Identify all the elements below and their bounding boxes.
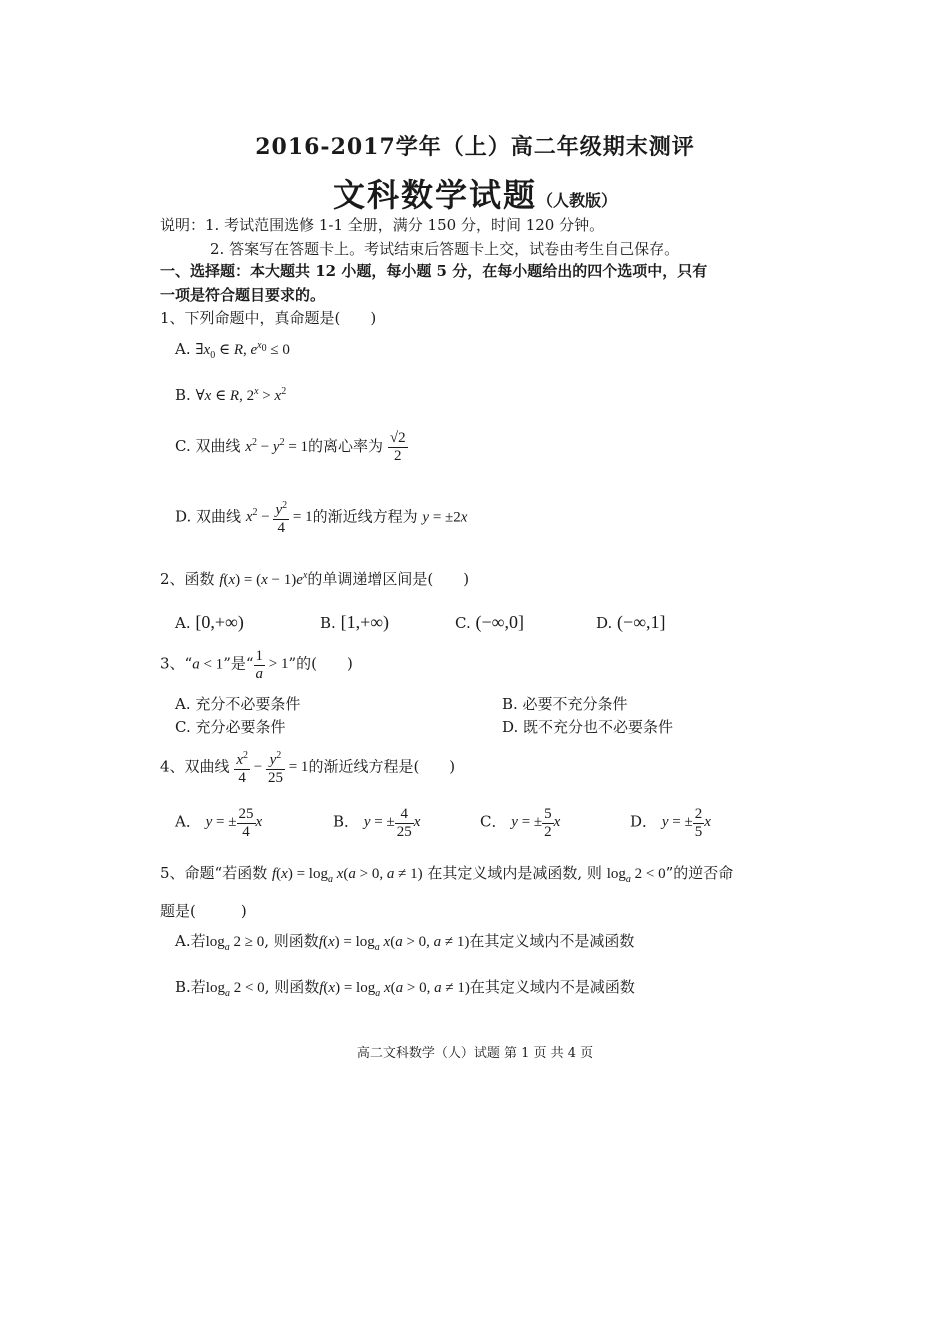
q1-option-a [175, 340, 290, 361]
q1-a-formula: $\exists x_0$ ∈ R, $e^{x_0} \le 0$ [195, 340, 290, 361]
note-line-2: 2. 答案写在答题卡上。考试结束后答题卡上交，试卷由考生自己保存。 [210, 240, 680, 258]
q4-option-a [175, 806, 262, 840]
q5-a-pre: A.若 [175, 932, 206, 950]
q4-option-b [333, 806, 420, 840]
q2-option-d [596, 612, 666, 633]
q1-d-formula: $x^2$ − $\frac{y^2}{4}$ = 1 [245, 500, 313, 536]
q3-stem-post: ”的( ) [288, 654, 353, 673]
q4-d-formula: y = ± $\frac{2}{5}$ x [661, 806, 711, 840]
q1-b-formula: ∀x ∈ R, $2^x > x^2$ [195, 386, 287, 404]
page-footer: 高二文科数学（人）试题 第 1 页 共 4 页 [356, 1046, 594, 1061]
q2-stem-pre: 2、函数 [160, 570, 215, 588]
q1-d-text: 的渐近线方程为 [312, 507, 418, 526]
q3-stem-pre: 3、“ [160, 654, 193, 673]
question-5-stem [160, 862, 733, 885]
q5-b-cond: $\log_a 2 < 0$ [205, 980, 265, 999]
q1-option-c [175, 430, 408, 464]
q2-b-label: B. [320, 614, 336, 632]
q5-a-cond: $\log_a 2 \ge 0$ [205, 934, 265, 953]
q2-c-label: C. [455, 614, 471, 632]
q5-b-func: $f(x) = \log_a x(a > 0$, a ≠ 1) [319, 980, 470, 999]
q1-c-text: 的离心率为 [308, 437, 384, 455]
q2-option-a [175, 612, 244, 633]
q2-b-interval: [1,+∞) [340, 612, 390, 632]
q5-b-pre: B.若 [175, 978, 206, 996]
q1-d-asymptote: y = ±2x [422, 509, 468, 526]
q5-function: $f(x) = \log_a x(a > 0$, a ≠ 1) [272, 866, 423, 885]
q5-option-b [175, 976, 635, 999]
q4-d-label: D． [630, 812, 658, 831]
q4-a-label: A． [175, 812, 201, 831]
q5-a-mid: , 则函数 [264, 932, 319, 950]
question-4-stem [160, 750, 455, 786]
q5-b-post: 在其定义域内不是减函数 [469, 978, 635, 996]
exam-title-main: 文科数学试题 [332, 176, 537, 214]
q2-a-label: A. [175, 614, 191, 632]
q2-option-c [455, 612, 524, 633]
exam-title [0, 170, 950, 216]
q5-stem-mid: 在其定义域内是减函数, 则 [427, 864, 602, 882]
q3-cond-2: $\frac{1}{a}$ > 1 [255, 648, 289, 682]
q4-stem-pre: 4、双曲线 [160, 757, 230, 776]
section-heading-1: 一、选择题：本大题共 12 小题，每小题 5 分，在每小题给出的四个选项中，只有 [160, 262, 708, 280]
q1-a-label: A. [175, 340, 191, 358]
q3-cond-1: a < 1 [192, 656, 224, 673]
question-3-stem [160, 648, 353, 682]
q3-option-d: D. 既不充分也不必要条件 [502, 718, 674, 736]
note-line-1: 说明：1. 考试范围选修 1-1 全册，满分 150 分，时间 120 分钟。 [160, 216, 605, 234]
exam-title-line1: 2016-2017学年（上）高二年级期末测评 [255, 134, 695, 160]
question-1-stem: 1、下列命题中，真命题是( ) [160, 309, 377, 327]
q3-option-a: A. 充分不必要条件 [175, 695, 301, 713]
q4-b-formula: y = ± $\frac{4}{25}$ x [363, 806, 421, 840]
q5-stem-post: ”的逆否命 [665, 864, 734, 882]
q2-stem-post: 的单调递增区间是( ) [307, 570, 470, 588]
q1-c-label: C. 双曲线 [175, 437, 241, 455]
q4-option-d [630, 806, 711, 840]
q5-b-mid: , 则函数 [264, 978, 320, 996]
q4-c-formula: y = ± $\frac{5}{2}$ x [511, 806, 561, 840]
q1-option-b [175, 386, 286, 405]
q5-a-func: $f(x) = \log_a x(a > 0$, a ≠ 1) [318, 934, 470, 953]
q4-b-label: B． [333, 812, 360, 831]
question-5-stem-line2: 题是( ) [160, 902, 247, 920]
q2-function: $f(x) = (x - 1)e^x$ [219, 570, 308, 588]
q5-a-post: 在其定义域内不是减函数 [469, 932, 635, 950]
q2-a-interval: [0,+∞) [195, 612, 244, 632]
q2-c-interval: (−∞,0] [475, 612, 524, 632]
q1-b-label: B. [175, 386, 191, 404]
exam-edition: （人教版） [537, 191, 618, 210]
q5-option-a [175, 930, 634, 953]
q5-stem-pre: 5、命题“若函数 [160, 864, 268, 882]
q1-c-formula: $x^2 - y^2 = 1$ [245, 437, 309, 455]
q1-c-fraction: $\frac{√2}{2}$ [389, 430, 406, 464]
q1-option-d [175, 500, 467, 536]
q4-stem-post: 的渐近线方程是( ) [308, 757, 456, 776]
q1-d-label: D. 双曲线 [175, 507, 242, 526]
q3-stem-mid: ”是“ [223, 654, 254, 673]
q4-hyperbola: $\frac{x^2}{4}$ − $\frac{y^2}{25}$ = 1 [236, 750, 309, 786]
q2-d-interval: (−∞,1] [617, 612, 666, 632]
q2-option-b [320, 612, 389, 633]
question-2-stem [160, 568, 469, 589]
q2-d-label: D. [596, 614, 613, 632]
q4-c-label: C． [480, 812, 507, 831]
q5-condition: $\log_a 2 < 0$ [606, 866, 666, 885]
q3-option-c: C. 充分必要条件 [175, 718, 286, 736]
q3-option-b: B. 必要不充分条件 [502, 695, 628, 713]
section-heading-2: 一项是符合题目要求的。 [160, 286, 326, 304]
q4-option-c [480, 806, 560, 840]
q4-a-formula: y = ± $\frac{25}{4}$ x [205, 806, 263, 840]
